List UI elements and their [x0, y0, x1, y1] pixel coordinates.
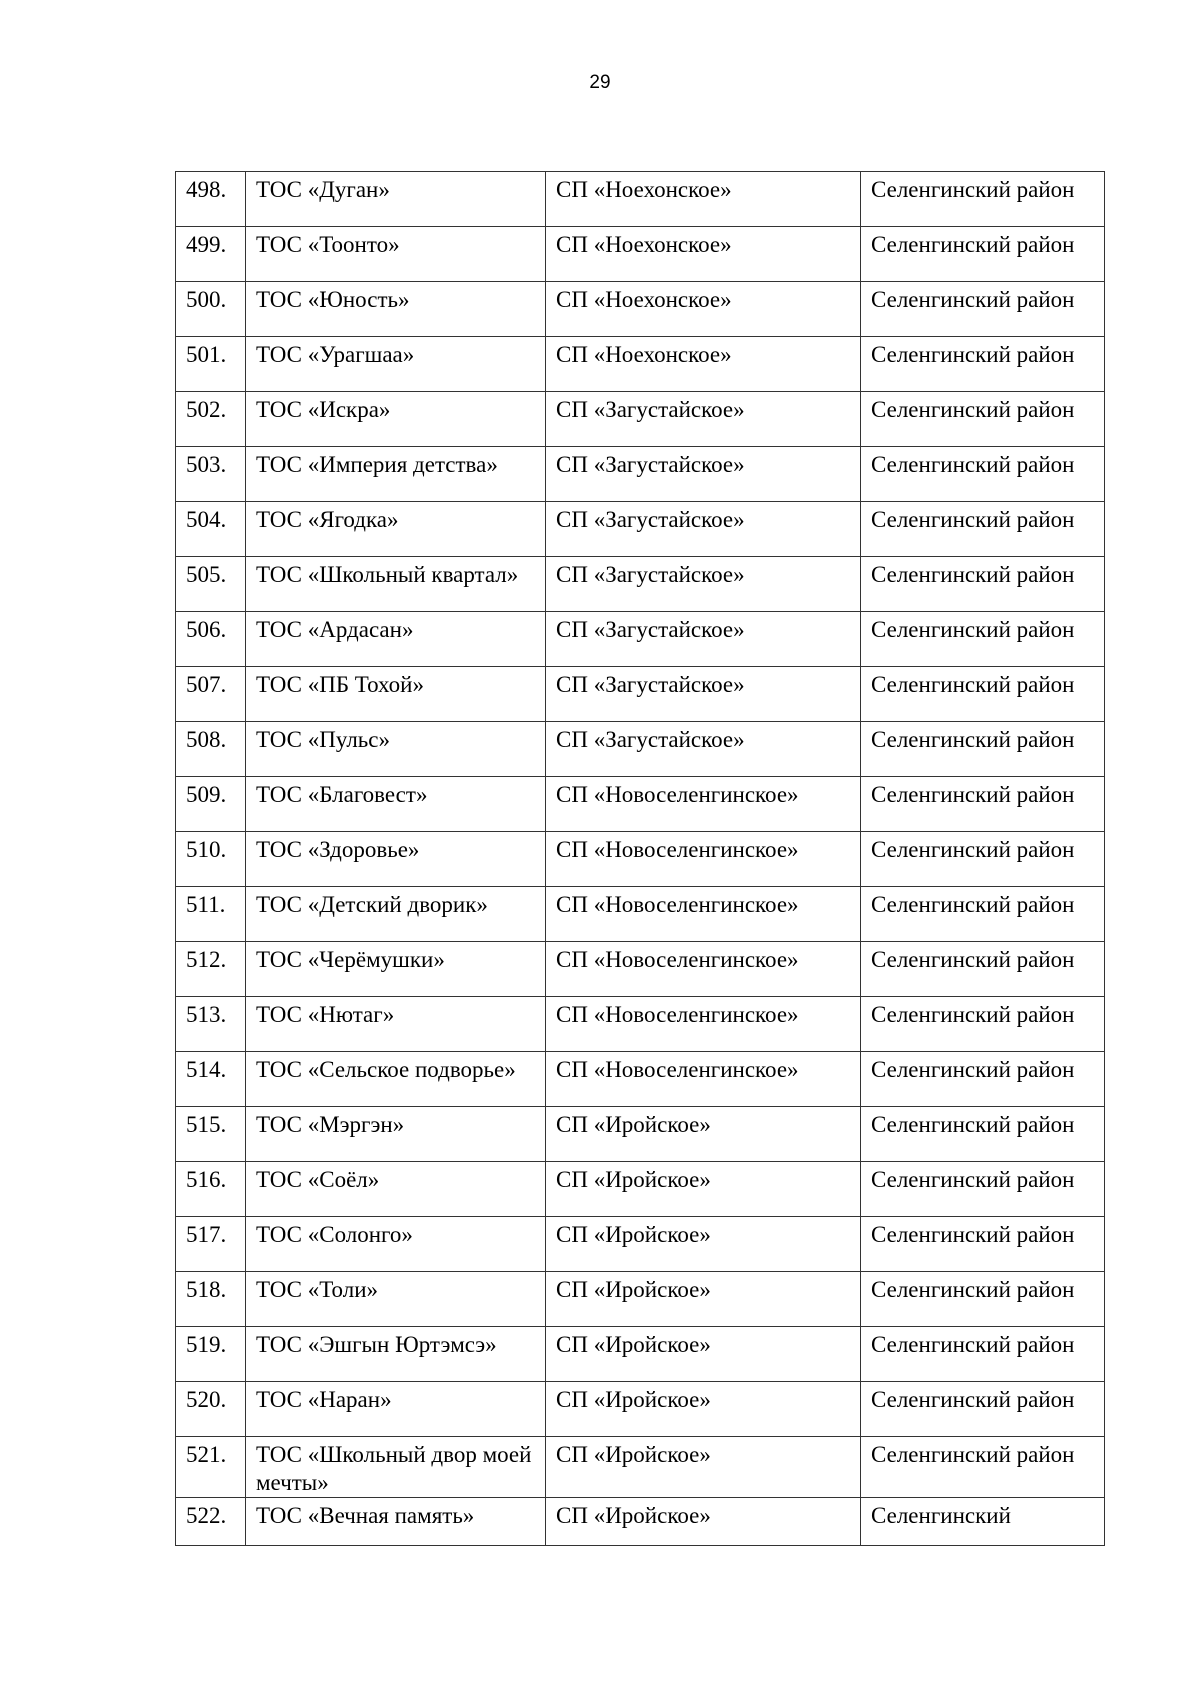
settlement-cell: СП «Новоселенгинское»	[546, 1052, 861, 1107]
row-number-cell: 508.	[176, 722, 246, 777]
tos-name-cell: ТОС «Наран»	[246, 1382, 546, 1437]
settlement-cell: СП «Новоселенгинское»	[546, 942, 861, 997]
district-cell: Селенгинский район	[861, 282, 1105, 337]
settlement-cell: СП «Ноехонское»	[546, 337, 861, 392]
district-cell: Селенгинский район	[861, 832, 1105, 887]
district-cell: Селенгинский район	[861, 1327, 1105, 1382]
district-cell: Селенгинский район	[861, 667, 1105, 722]
district-cell: Селенгинский район	[861, 1107, 1105, 1162]
row-number-cell: 505.	[176, 557, 246, 612]
row-number-cell: 500.	[176, 282, 246, 337]
table-row	[176, 282, 1105, 337]
row-number-cell: 514.	[176, 1052, 246, 1107]
table-row	[176, 172, 1105, 227]
tos-name-cell: ТОС «Юность»	[246, 282, 546, 337]
row-number-cell: 507.	[176, 667, 246, 722]
page-number: 29	[589, 72, 611, 93]
district-cell: Селенгинский район	[861, 1437, 1105, 1498]
tos-name-cell: ТОС «Тоонто»	[246, 227, 546, 282]
district-cell: Селенгинский район	[861, 777, 1105, 832]
table-row	[176, 887, 1105, 942]
tos-name-cell: ТОС «Благовест»	[246, 777, 546, 832]
settlement-cell: СП «Новоселенгинское»	[546, 997, 861, 1052]
settlement-cell: СП «Новоселенгинское»	[546, 832, 861, 887]
settlement-cell: СП «Загустайское»	[546, 502, 861, 557]
district-cell: Селенгинский район	[861, 502, 1105, 557]
row-number-cell: 498.	[176, 172, 246, 227]
row-number-cell: 509.	[176, 777, 246, 832]
tos-name-cell: ТОС «Дуган»	[246, 172, 546, 227]
settlement-cell: СП «Иройское»	[546, 1217, 861, 1272]
row-number-cell: 513.	[176, 997, 246, 1052]
settlement-cell: СП «Иройское»	[546, 1498, 861, 1546]
district-cell: Селенгинский район	[861, 172, 1105, 227]
row-number-cell: 512.	[176, 942, 246, 997]
tos-name-cell: ТОС «Мэргэн»	[246, 1107, 546, 1162]
settlement-cell: СП «Новоселенгинское»	[546, 777, 861, 832]
table-row	[176, 1107, 1105, 1162]
tos-name-cell: ТОС «Соёл»	[246, 1162, 546, 1217]
district-cell: Селенгинский район	[861, 557, 1105, 612]
table-row	[176, 667, 1105, 722]
table-row	[176, 1437, 1105, 1498]
district-cell: Селенгинский район	[861, 942, 1105, 997]
table-row	[176, 722, 1105, 777]
row-number-cell: 522.	[176, 1498, 246, 1546]
row-number-cell: 518.	[176, 1272, 246, 1327]
table-row	[176, 447, 1105, 502]
table-row	[176, 337, 1105, 392]
district-cell: Селенгинский район	[861, 447, 1105, 502]
table-row	[176, 1162, 1105, 1217]
district-cell: Селенгинский район	[861, 1272, 1105, 1327]
row-number-cell: 506.	[176, 612, 246, 667]
table-row	[176, 502, 1105, 557]
tos-name-cell: ТОС «Черёмушки»	[246, 942, 546, 997]
district-cell: Селенгинский район	[861, 1217, 1105, 1272]
district-cell: Селенгинский район	[861, 1382, 1105, 1437]
row-number-cell: 515.	[176, 1107, 246, 1162]
district-cell: Селенгинский район	[861, 392, 1105, 447]
tos-name-cell: ТОС «Школьный двор моей мечты»	[246, 1437, 546, 1498]
row-number-cell: 519.	[176, 1327, 246, 1382]
settlement-cell: СП «Загустайское»	[546, 557, 861, 612]
table-row	[176, 1052, 1105, 1107]
tos-name-cell: ТОС «Сельское подворье»	[246, 1052, 546, 1107]
tos-name-cell: ТОС «Толи»	[246, 1272, 546, 1327]
district-cell: Селенгинский район	[861, 612, 1105, 667]
tos-name-cell: ТОС «Искра»	[246, 392, 546, 447]
district-cell: Селенгинский район	[861, 722, 1105, 777]
tos-name-cell: ТОС «Детский дворик»	[246, 887, 546, 942]
tos-name-cell: ТОС «Урагшаа»	[246, 337, 546, 392]
tos-name-cell: ТОС «ПБ Тохой»	[246, 667, 546, 722]
row-number-cell: 516.	[176, 1162, 246, 1217]
table-row	[176, 227, 1105, 282]
tos-name-cell: ТОС «Эшгын Юртэмсэ»	[246, 1327, 546, 1382]
settlement-cell: СП «Загустайское»	[546, 392, 861, 447]
table-row	[176, 557, 1105, 612]
table-row	[176, 777, 1105, 832]
table-row	[176, 1498, 1105, 1546]
row-number-cell: 504.	[176, 502, 246, 557]
settlement-cell: СП «Загустайское»	[546, 722, 861, 777]
table-row	[176, 1382, 1105, 1437]
tos-name-cell: ТОС «Нютаг»	[246, 997, 546, 1052]
settlement-cell: СП «Иройское»	[546, 1437, 861, 1498]
table-row	[176, 942, 1105, 997]
tos-name-cell: ТОС «Солонго»	[246, 1217, 546, 1272]
table-row	[176, 1272, 1105, 1327]
tos-name-cell: ТОС «Вечная память»	[246, 1498, 546, 1546]
settlement-cell: СП «Иройское»	[546, 1327, 861, 1382]
district-cell: Селенгинский	[861, 1498, 1105, 1546]
row-number-cell: 501.	[176, 337, 246, 392]
row-number-cell: 510.	[176, 832, 246, 887]
settlement-cell: СП «Иройское»	[546, 1382, 861, 1437]
table-row	[176, 832, 1105, 887]
settlement-cell: СП «Ноехонское»	[546, 227, 861, 282]
table-row	[176, 997, 1105, 1052]
table-body	[176, 172, 1105, 1546]
district-cell: Селенгинский район	[861, 1162, 1105, 1217]
settlement-cell: СП «Загустайское»	[546, 447, 861, 502]
tos-name-cell: ТОС «Школьный квартал»	[246, 557, 546, 612]
table-row	[176, 612, 1105, 667]
row-number-cell: 521.	[176, 1437, 246, 1498]
district-cell: Селенгинский район	[861, 337, 1105, 392]
row-number-cell: 517.	[176, 1217, 246, 1272]
row-number-cell: 499.	[176, 227, 246, 282]
settlement-cell: СП «Ноехонское»	[546, 172, 861, 227]
district-cell: Селенгинский район	[861, 227, 1105, 282]
tos-name-cell: ТОС «Пульс»	[246, 722, 546, 777]
tos-name-cell: ТОС «Ягодка»	[246, 502, 546, 557]
table-row	[176, 1217, 1105, 1272]
settlement-cell: СП «Загустайское»	[546, 612, 861, 667]
table-row	[176, 392, 1105, 447]
tos-name-cell: ТОС «Ардасан»	[246, 612, 546, 667]
tos-name-cell: ТОС «Здоровье»	[246, 832, 546, 887]
district-cell: Селенгинский район	[861, 1052, 1105, 1107]
settlement-cell: СП «Ноехонское»	[546, 282, 861, 337]
tos-registry-table	[175, 171, 1105, 1546]
row-number-cell: 502.	[176, 392, 246, 447]
district-cell: Селенгинский район	[861, 997, 1105, 1052]
settlement-cell: СП «Загустайское»	[546, 667, 861, 722]
settlement-cell: СП «Иройское»	[546, 1272, 861, 1327]
settlement-cell: СП «Иройское»	[546, 1107, 861, 1162]
row-number-cell: 503.	[176, 447, 246, 502]
district-cell: Селенгинский район	[861, 887, 1105, 942]
row-number-cell: 511.	[176, 887, 246, 942]
row-number-cell: 520.	[176, 1382, 246, 1437]
settlement-cell: СП «Иройское»	[546, 1162, 861, 1217]
table-row	[176, 1327, 1105, 1382]
tos-name-cell: ТОС «Империя детства»	[246, 447, 546, 502]
settlement-cell: СП «Новоселенгинское»	[546, 887, 861, 942]
